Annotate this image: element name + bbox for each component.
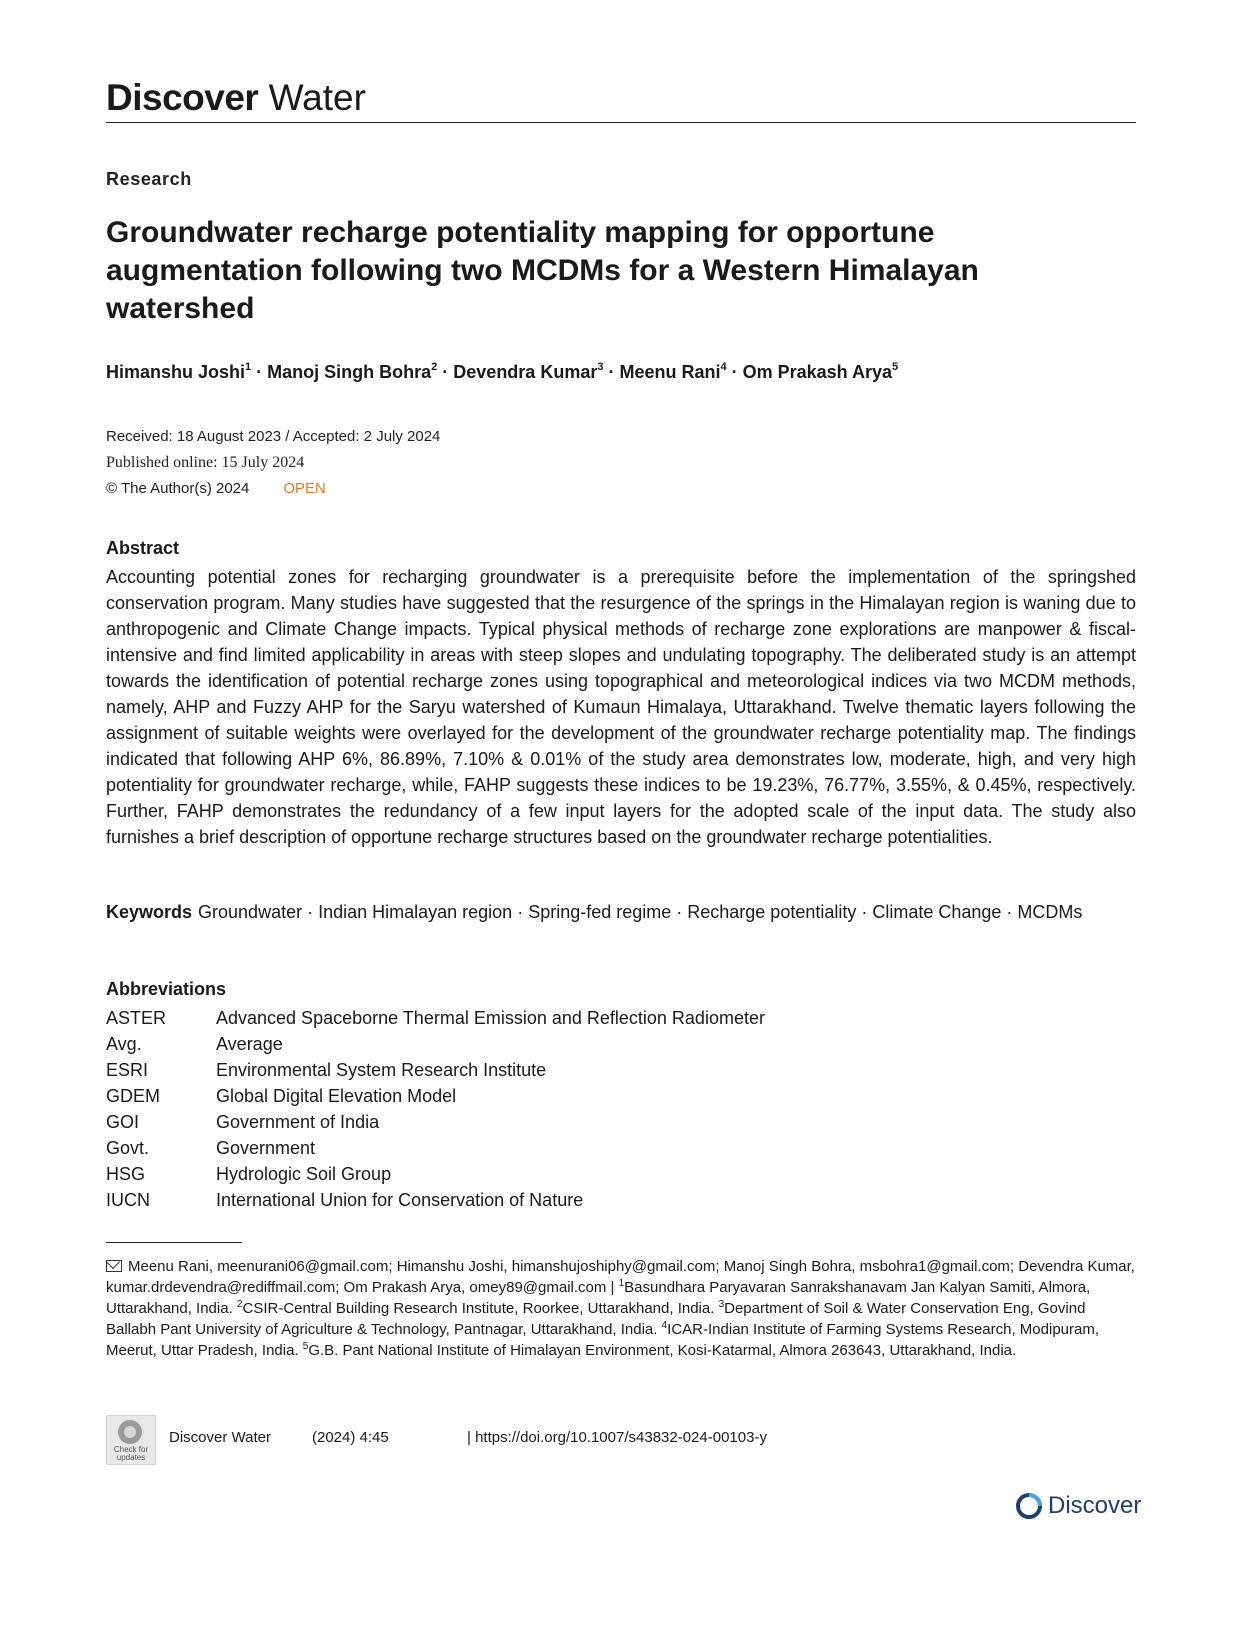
abbreviation-term: Govt. (106, 1138, 150, 1158)
discover-logo (1016, 1492, 1141, 1522)
abbreviation-term: ASTER (106, 1008, 167, 1028)
affiliation-text: Department of Soil & Water Conservation Eng, Govind Ballabh Pant University of Agriculture & Technology, Pantnagar, Uttarakhand, India. (106, 1300, 1086, 1338)
article-title: Groundwater recharge potentiality mapping for opportune augmentation following two MCDMs for a Western Himalayan watershed (106, 216, 979, 325)
abbreviation-row (106, 1057, 765, 1083)
author-list (106, 362, 898, 383)
author-name: Himanshu Joshi (106, 362, 246, 382)
abbreviation-term: ESRI (106, 1060, 149, 1080)
footnote-rule (106, 1242, 242, 1243)
abbreviation-row (106, 1109, 765, 1135)
author-separator: · (251, 362, 268, 382)
author-separator: · (726, 362, 743, 382)
header-rule (106, 122, 1136, 123)
abstract-heading: Abstract (106, 538, 180, 558)
keywords-text: Groundwater · Indian Himalayan region · Spring-fed regime · Recharge potentiality · Climate Change · MCDMs (198, 902, 1083, 922)
journal-name-regular: Water (268, 77, 366, 118)
check-updates-icon (118, 1420, 142, 1444)
affiliation-number: 1 (618, 1278, 625, 1289)
affiliation-text: CSIR-Central Building Research Institute, Roorkee, Uttarakhand, India. (242, 1300, 719, 1317)
copyright-text: © The Author(s) 2024 (106, 480, 250, 497)
abstract-text: Accounting potential zones for recharging groundwater is a prerequisite before the implementation of the springshed conservation program. Many studies have suggested that the resurgence of the springs in the Himalayan region is waning due to anthropogenic and Climate Change impacts. Typical physical methods of recharge zone explorations are manpower & fiscal-intensive and find limited applicability in areas with steep slopes and undulating topography. The deliberated study is an attempt towards the identification of potential recharge zones using topographical and meteorological indices via two MCDM methods, namely, AHP and Fuzzy AHP for the Saryu watershed of Kumaun Himalaya, Uttarakhand. Twelve thematic layers following the assignment of suitable weights were overlayed for the development of the groundwater recharge potentiality map. The findings indicated that following AHP 6%, 86.89%, 7.10% & 0.01% of the study area demonstrates low, moderate, high, and very high potentiality for groundwater recharge, while, FAHP suggests these indices to be 19.23%, 76.77%, 3.55%, & 0.45%, respectively. Further, FAHP demonstrates the redundancy of a few input layers for the adopted scale of the input data. The study also furnishes a brief description of opportune recharge structures based on the groundwater recharge potentialities. (106, 567, 1136, 847)
abbreviation-definition: Hydrologic Soil Group (216, 1164, 392, 1184)
abbreviation-definition: Average (216, 1034, 283, 1054)
footer-journal-name: Discover Water (169, 1429, 271, 1446)
open-access-badge: OPEN (283, 480, 326, 497)
author-name: Meenu Rani (619, 362, 721, 382)
check-updates-label: Check for updates (113, 1445, 149, 1462)
journal-name-bold: Discover (106, 77, 259, 118)
author-affiliation-mark: 4 (720, 361, 727, 373)
abbreviation-definition: International Union for Conservation of Nature (216, 1190, 584, 1210)
affiliation-text: Basundhara Paryavaran Sanrakshanavam Jan Kalyan Samiti, Almora, Uttarakhand, India. (106, 1279, 1091, 1317)
abbreviation-definition: Government of India (216, 1112, 380, 1132)
abbreviation-row (106, 1161, 765, 1187)
author-separator: · (437, 362, 454, 382)
keywords (106, 899, 1106, 925)
abbreviation-definition: Global Digital Elevation Model (216, 1086, 457, 1106)
abbreviation-row (106, 1031, 765, 1057)
abbreviation-row (106, 1005, 765, 1031)
abbreviations-heading: Abbreviations (106, 979, 227, 999)
abbreviations-list (106, 1005, 765, 1213)
discover-logo-icon (1016, 1493, 1042, 1519)
author-name: Devendra Kumar (453, 362, 598, 382)
footer-volume: (2024) 4:45 (312, 1429, 389, 1446)
correspondence-footnote (106, 1256, 1136, 1361)
affiliation-number: 5 (302, 1341, 309, 1352)
check-for-updates-badge[interactable] (106, 1415, 156, 1465)
author-affiliation-mark: 3 (597, 361, 604, 373)
affiliation-number: 2 (236, 1299, 243, 1310)
abbreviation-term: GOI (106, 1112, 140, 1132)
affiliation-number: 4 (661, 1320, 668, 1331)
author-affiliation-mark: 2 (431, 361, 438, 373)
publication-history (106, 424, 440, 502)
author-name: Manoj Singh Bohra (267, 362, 432, 382)
abbreviation-term: HSG (106, 1164, 146, 1184)
author-affiliation-mark: 5 (892, 361, 899, 373)
abbreviation-definition: Government (216, 1138, 316, 1158)
abbreviation-term: Avg. (106, 1034, 142, 1054)
affiliation-text: ICAR-Indian Institute of Farming Systems Research, Modipuram, Meerut, Uttar Pradesh, India. (106, 1321, 1100, 1359)
abbreviation-row (106, 1187, 765, 1213)
abbreviation-definition: Environmental System Research Institute (216, 1060, 547, 1080)
footer-doi-link[interactable]: | https://doi.org/10.1007/s43832-024-00103-y (467, 1429, 767, 1446)
copyright-line (106, 476, 440, 502)
author-affiliation-mark: 1 (245, 361, 252, 373)
received-accepted-dates: Received: 18 August 2023 / Accepted: 2 July 2024 (106, 428, 441, 445)
envelope-icon (106, 1260, 122, 1272)
author-name: Om Prakash Arya (742, 362, 893, 382)
article-type: Research (106, 169, 192, 189)
keywords-heading: Keywords (106, 902, 193, 922)
abbreviation-definition: Advanced Spaceborne Thermal Emission and Reflection Radiometer (216, 1008, 765, 1028)
abbreviation-row (106, 1083, 765, 1109)
journal-name (106, 76, 366, 120)
abbreviation-row (106, 1135, 765, 1161)
abbreviation-term: GDEM (106, 1086, 160, 1106)
abbreviation-term: IUCN (106, 1190, 150, 1210)
discover-logo-text: Discover (1048, 1492, 1142, 1519)
contact-emails[interactable]: Meenu Rani, meenurani06@gmail.com; Himanshu Joshi, himanshujoshiphy@gmail.com; Manoj Singh Bohra, msbohra1@gmail.com; Devendra Kumar, kumar.drdevendra@rediffmail.com; Om Prakash Arya, omey89@gmail.com | (106, 1258, 1135, 1296)
affiliation-number: 3 (718, 1299, 725, 1310)
affiliation-text: G.B. Pant National Institute of Himalayan Environment, Kosi-Katarmal, Almora 263643, Uttarakhand, India. (308, 1342, 1017, 1359)
published-online-date: Published online: 15 July 2024 (106, 454, 305, 471)
author-separator: · (603, 362, 620, 382)
